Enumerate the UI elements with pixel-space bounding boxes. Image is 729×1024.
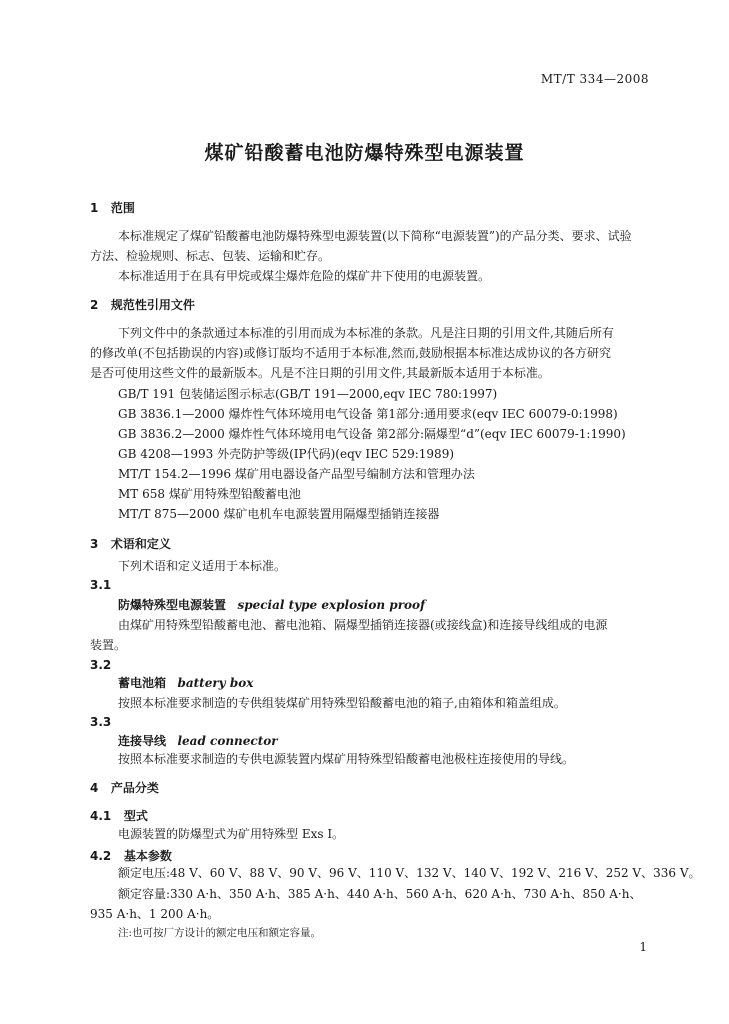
paragraph: 下列文件中的条款通过本标准的引用而成为本标准的条款。凡是注日期的引用文件,其随后所有: [118, 326, 614, 340]
section-4-heading: [90, 779, 159, 796]
subsection-4-2-heading: [90, 847, 172, 864]
section-1-heading: [90, 199, 135, 216]
term-en: battery box: [177, 676, 254, 690]
reference-item: MT/T 875—2000 煤矿电机车电源装置用隔爆型插销连接器: [118, 507, 440, 521]
paragraph: 本标准适用于在具有甲烷或煤尘爆炸危险的煤矿井下使用的电源装置。: [118, 269, 491, 283]
section-title: 范围: [110, 201, 135, 215]
paragraph: 是否可使用这些文件的最新版本。凡是不注日期的引用文件,其最新版本适用于本标准。: [90, 366, 550, 380]
term-heading: [118, 673, 253, 693]
term-definition: 由煤矿用特殊型铅酸蓄电池、蓄电池箱、隔爆型插销连接器(或接线盒)和连接导线组成的电源: [118, 618, 608, 632]
rated-capacity: 额定容量:330 A·h、350 A·h、385 A·h、440 A·h、560 A·h、620 A·h、730 A·h、850 A·h、: [118, 887, 642, 901]
section-number: 3: [90, 537, 99, 551]
term-definition: 装置。: [90, 638, 127, 652]
reference-item: GB 3836.2—2000 爆炸性气体环境用电气设备 第2部分:隔爆型“d”(eqv IEC 60079-1:1990): [118, 427, 626, 441]
section-title: 产品分类: [110, 781, 159, 795]
paragraph: 的修改单(不包括勘误的内容)或修订版均不适用于本标准,然而,鼓励根据本标准达成协议的各方研究: [90, 346, 611, 360]
reference-item: GB 3836.1—2000 爆炸性气体环境用电气设备 第1部分:通用要求(eqv IEC 60079-0:1998): [118, 407, 618, 421]
note: 注:也可按厂方设计的额定电压和额定容量。: [118, 927, 322, 939]
section-number: 2: [90, 298, 99, 312]
section-2-heading: [90, 296, 195, 313]
paragraph: 电源装置的防爆型式为矿用特殊型 Exs Ⅰ。: [118, 827, 345, 841]
term-cn: 蓄电池箱: [118, 676, 167, 690]
reference-item: MT 658 煤矿用特殊型铅酸蓄电池: [118, 487, 301, 501]
subsection-title: 基本参数: [123, 849, 172, 863]
term-number: 3.3: [90, 715, 112, 729]
subsection-title: 型式: [123, 809, 148, 823]
paragraph: 本标准规定了煤矿铅酸蓄电池防爆特殊型电源装置(以下简称“电源装置”)的产品分类、要求、试验: [118, 229, 632, 243]
subsection-number: 4.2: [90, 849, 112, 863]
subsection-number: 4.1: [90, 809, 112, 823]
section-title: 术语和定义: [110, 537, 171, 551]
term-cn: 连接导线: [118, 734, 167, 748]
paragraph: 下列术语和定义适用于本标准。: [118, 559, 287, 573]
standard-code: MT/T 334—2008: [540, 72, 649, 86]
term-cn: 防爆特殊型电源装置: [118, 598, 227, 612]
rated-voltage: 额定电压:48 V、60 V、88 V、90 V、96 V、110 V、132 V、140 V、192 V、216 V、252 V、336 V。: [118, 866, 701, 880]
term-number: 3.1: [90, 578, 112, 592]
subsection-4-1-heading: [90, 807, 148, 824]
term-definition: 按照本标准要求制造的专供电源装置内煤矿用特殊型铅酸蓄电池极柱连接使用的导线。: [118, 752, 575, 766]
term-number: 3.2: [90, 658, 112, 672]
section-3-heading: [90, 535, 171, 552]
paragraph: 方法、检验规则、标志、包装、运输和贮存。: [90, 249, 331, 263]
term-definition: 按照本标准要求制造的专供组装煤矿用特殊型铅酸蓄电池的箱子,由箱体和箱盖组成。: [118, 696, 566, 710]
section-number: 1: [90, 201, 99, 215]
reference-item: GB/T 191 包装储运图示标志(GB/T 191—2000,eqv IEC 780:1997): [118, 387, 498, 401]
section-number: 4: [90, 781, 99, 795]
reference-item: MT/T 154.2—1996 煤矿用电器设备产品型号编制方法和管理办法: [118, 467, 475, 481]
term-heading: [118, 731, 278, 751]
reference-item: GB 4208—1993 外壳防护等级(IP代码)(eqv IEC 529:1989): [118, 447, 455, 461]
document-title: 煤矿铅酸蓄电池防爆特殊型电源装置: [204, 142, 525, 164]
rated-capacity: 935 A·h、1 200 A·h。: [90, 907, 220, 921]
section-title: 规范性引用文件: [110, 298, 195, 312]
page-number: 1: [639, 940, 647, 954]
term-en: lead connector: [177, 734, 278, 748]
term-heading: [118, 595, 425, 615]
term-en: special type explosion proof: [237, 598, 426, 612]
